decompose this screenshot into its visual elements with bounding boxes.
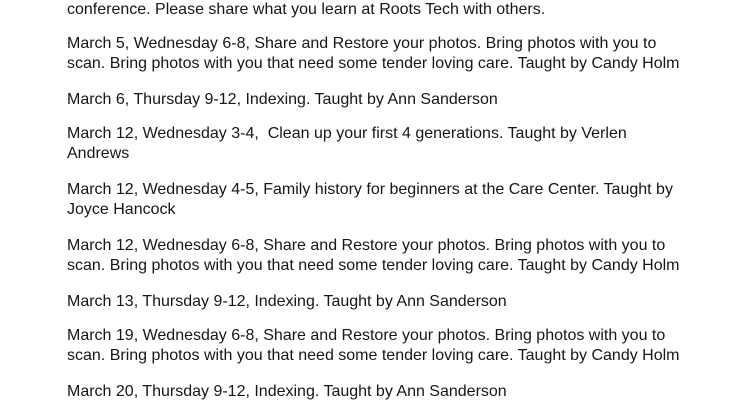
document-page (67, 0, 707, 416)
paragraph-event-march-20 (67, 382, 707, 402)
document-line: March 12, Wednesday 6-8, Share and Restore your photos. Bring photos with you to (67, 237, 666, 254)
paragraph-conference-note (67, 0, 707, 20)
document-line: conference. Please share what you learn at Roots Tech with others. (67, 1, 546, 18)
document-line: March 20, Thursday 9-12, Indexing. Taught by Ann Sanderson (67, 383, 507, 400)
document-line: scan. Bring photos with you that need some tender loving care. Taught by Candy Holm (67, 347, 680, 364)
document-line: March 13, Thursday 9-12, Indexing. Taught by Ann Sanderson (67, 293, 507, 310)
document-line: Joyce Hancock (67, 201, 176, 218)
document-line: Andrews (67, 145, 130, 162)
document-line: March 12, Wednesday 3-4, Clean up your first 4 generations. Taught by Verlen (67, 125, 627, 142)
document-line: scan. Bring photos with you that need some tender loving care. Taught by Candy Holm (67, 55, 680, 72)
document-line: March 12, Wednesday 4-5, Family history for beginners at the Care Center. Taught by (67, 181, 673, 198)
paragraph-event-march-13 (67, 292, 707, 312)
document-line: March 6, Thursday 9-12, Indexing. Taught by Ann Sanderson (67, 91, 498, 108)
document-line: March 5, Wednesday 6-8, Share and Restore your photos. Bring photos with you to (67, 35, 657, 52)
document-line: scan. Bring photos with you that need some tender loving care. Taught by Candy Holm (67, 257, 680, 274)
paragraph-event-march-6 (67, 90, 707, 110)
document-line: March 19, Wednesday 6-8, Share and Restore your photos. Bring photos with you to (67, 327, 666, 344)
